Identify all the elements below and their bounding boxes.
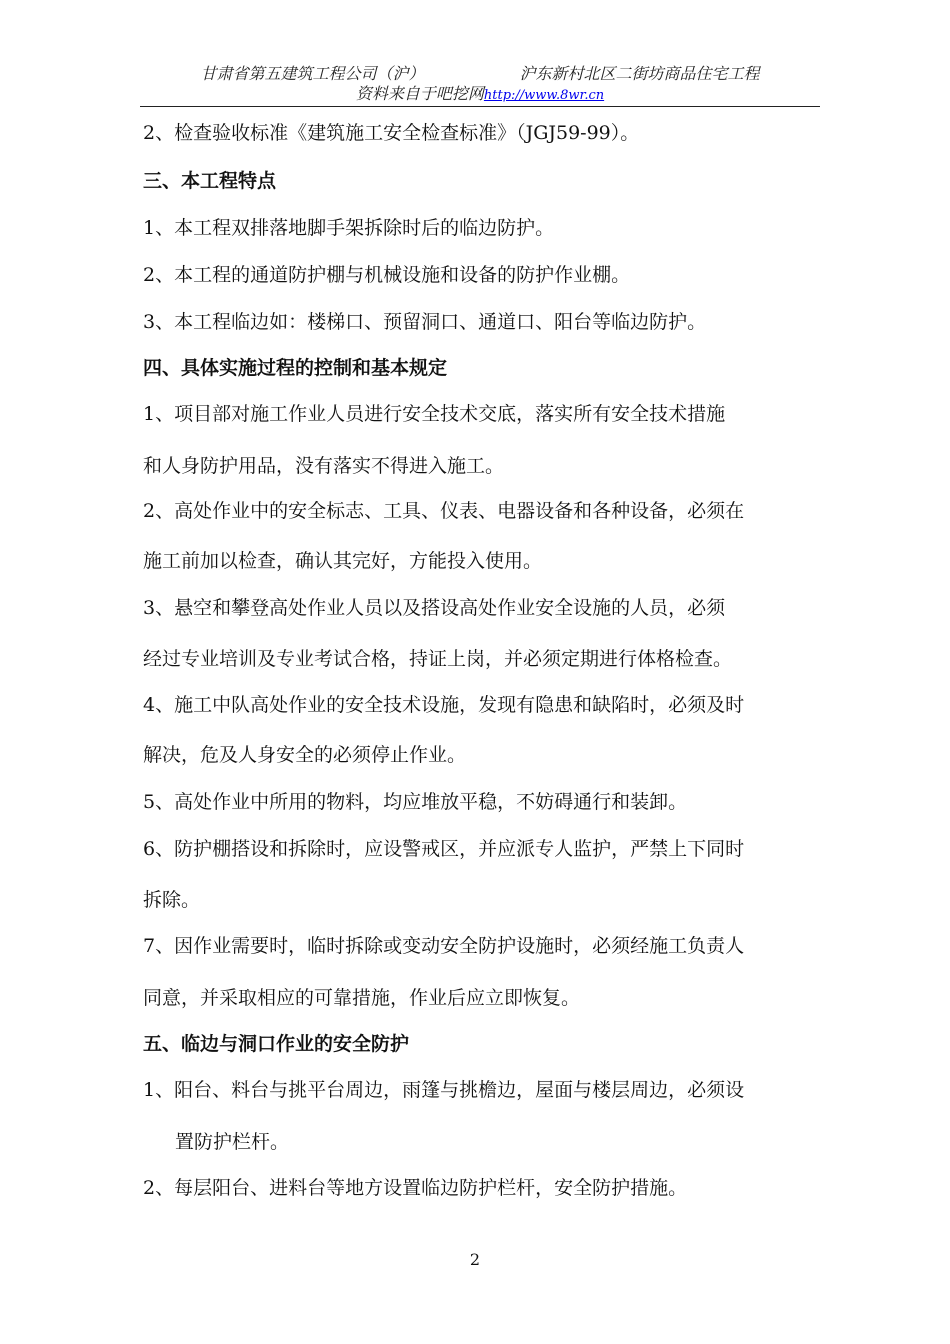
item-line: 7、因作业需要时，临时拆除或变动安全防护设施时，必须经施工负责人 — [143, 935, 745, 957]
item-line: 2、检查验收标准《建筑施工安全检查标准》（JGJ59-99）。 — [143, 122, 640, 144]
header-company: 甘肃省第五建筑工程公司（沪） — [200, 64, 425, 83]
item-line-continued: 解决，危及人身安全的必须停止作业。 — [143, 744, 467, 766]
header-source-prefix: 资料来自于吧挖网 — [355, 84, 484, 103]
header-project: 沪东新村北区二街坊商品住宅工程 — [519, 64, 760, 83]
item-line: 3、本工程临边如：楼梯口、预留洞口、通道口、阳台等临边防护。 — [143, 311, 707, 333]
item-line: 1、阳台、料台与挑平台周边，雨篷与挑檐边，屋面与楼层周边，必须设 — [143, 1079, 745, 1101]
page-header — [140, 64, 820, 106]
item-line: 3、悬空和攀登高处作业人员以及搭设高处作业安全设施的人员，必须 — [143, 597, 726, 619]
header-source — [140, 84, 820, 106]
item-line-continued: 拆除。 — [143, 889, 201, 911]
section-heading: 三、本工程特点 — [143, 170, 277, 192]
section-heading: 四、具体实施过程的控制和基本规定 — [143, 357, 448, 379]
page-number: 2 — [469, 1250, 481, 1269]
item-line: 4、施工中队高处作业的安全技术设施，发现有隐患和缺陷时，必须及时 — [143, 694, 745, 716]
item-line: 1、项目部对施工作业人员进行安全技术交底，落实所有安全技术措施 — [143, 403, 726, 425]
item-line-continued: 同意，并采取相应的可靠措施，作业后应立即恢复。 — [143, 987, 581, 1009]
item-line: 5、高处作业中所用的物料，均应堆放平稳，不妨碍通行和装卸。 — [143, 791, 688, 813]
item-line-continued: 置防护栏杆。 — [175, 1131, 290, 1153]
item-line-continued: 施工前加以检查，确认其完好，方能投入使用。 — [143, 550, 543, 572]
section-heading: 五、临边与洞口作业的安全防护 — [143, 1033, 410, 1055]
header-row — [140, 64, 820, 84]
item-line: 2、高处作业中的安全标志、工具、仪表、电器设备和各种设备，必须在 — [143, 500, 745, 522]
header-source-link[interactable]: http://www.8wr.cn — [483, 88, 605, 103]
item-line: 1、本工程双排落地脚手架拆除时后的临边防护。 — [143, 217, 555, 239]
header-divider — [140, 106, 820, 107]
item-line: 2、本工程的通道防护棚与机械设施和设备的防护作业棚。 — [143, 264, 631, 286]
item-line: 6、防护棚搭设和拆除时，应设警戒区，并应派专人监护，严禁上下同时 — [143, 838, 745, 860]
item-line-continued: 和人身防护用品，没有落实不得进入施工。 — [143, 455, 505, 477]
item-line-continued: 经过专业培训及专业考试合格，持证上岗，并必须定期进行体格检查。 — [143, 648, 733, 670]
item-line: 2、每层阳台、进料台等地方设置临边防护栏杆，安全防护措施。 — [143, 1177, 688, 1199]
